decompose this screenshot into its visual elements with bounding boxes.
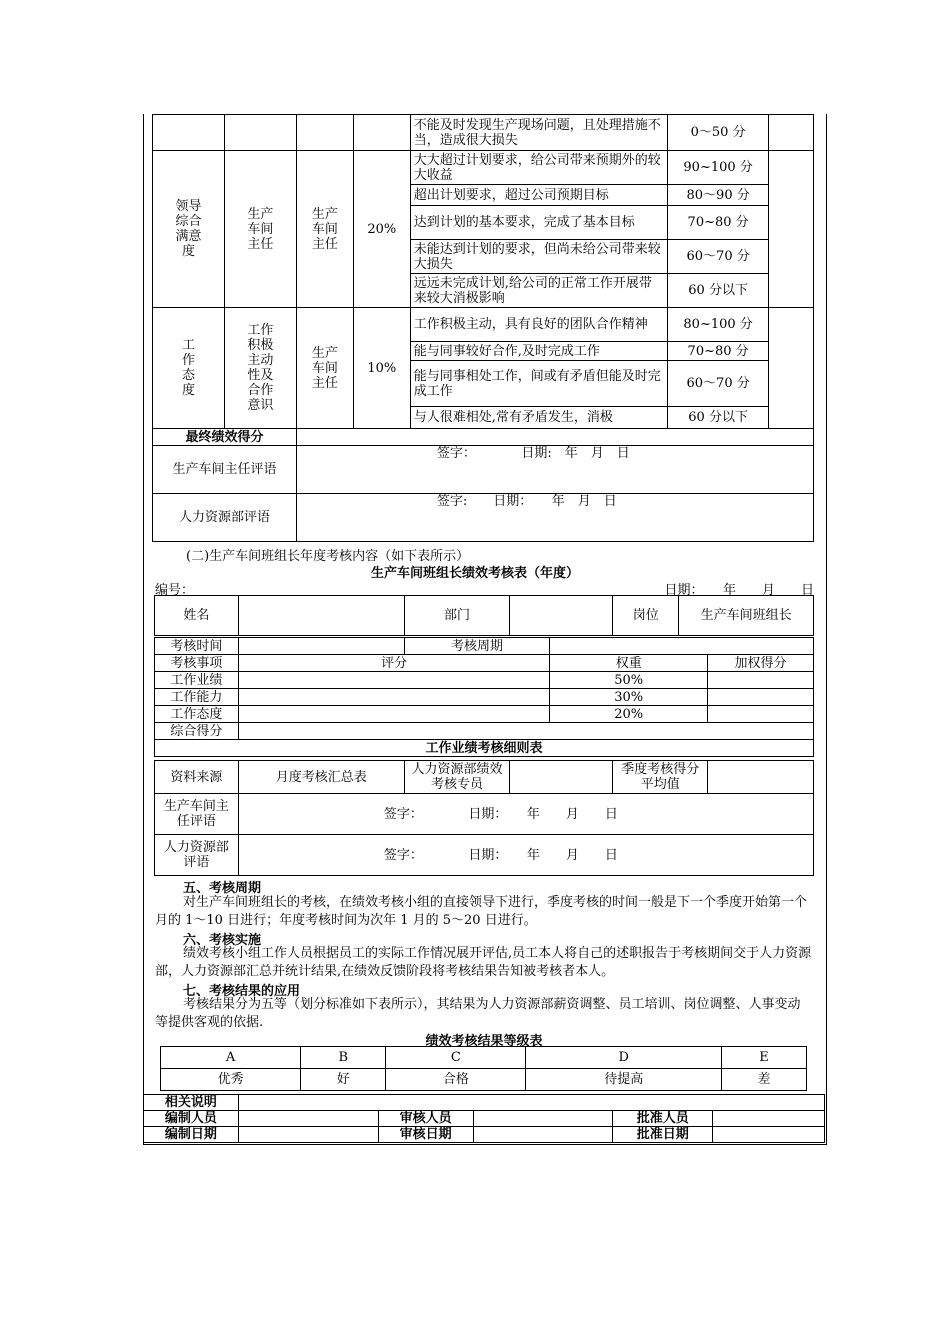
detail-table (154, 760, 814, 876)
item-name: 工作态度 (155, 706, 239, 723)
assessment-criteria-table (152, 114, 814, 542)
item-weighted-field[interactable] (708, 672, 814, 689)
hr-comment-label: 人力资源部评语 (155, 835, 239, 876)
reviewer-label: 审核人员 (378, 1111, 473, 1127)
grade-label: 待提高 (526, 1069, 721, 1091)
review-date-label: 审核日期 (378, 1127, 473, 1143)
weight-header: 权重 (550, 655, 708, 672)
total-label: 综合得分 (155, 723, 239, 740)
item-score-field[interactable] (238, 672, 549, 689)
approve-date-field[interactable] (713, 1127, 825, 1143)
grade-letter: A (161, 1047, 301, 1069)
director-signature-line: 签字： 日期: 年 月 日 (296, 446, 813, 494)
grade-letter: E (721, 1047, 806, 1069)
source-label: 资料来源 (155, 761, 239, 794)
name-label: 姓名 (155, 596, 239, 636)
grade-label: 好 (301, 1069, 386, 1091)
item-name: 工作业绩 (155, 672, 239, 689)
item-leader-satisfaction: 领导综合满意度 (153, 151, 225, 308)
criteria-score: 80~100 分 (668, 308, 769, 342)
criteria-desc: 超出计划要求，超过公司预期目标 (410, 185, 667, 206)
assessor-attitude: 生产车间主任 (296, 308, 353, 429)
criteria-desc: 与人很难相处,常有矛盾发生，消极 (410, 407, 667, 429)
name-field[interactable] (238, 596, 404, 636)
reviewer-field[interactable] (473, 1111, 613, 1127)
criteria-score: 60～70 分 (668, 240, 769, 274)
criteria-score: 90~100 分 (668, 151, 769, 185)
item-score-field[interactable] (238, 706, 549, 723)
grade-letter: B (301, 1047, 386, 1069)
grade-letter: C (386, 1047, 526, 1069)
weighted-header: 加权得分 (708, 655, 814, 672)
weight-attitude: 10% (353, 308, 410, 429)
score-header: 评分 (238, 655, 549, 672)
notes-field[interactable] (238, 1095, 824, 1111)
source-attitude: 工作积极主动性及合作意识 (224, 308, 296, 429)
criteria-score: 70~80 分 (668, 342, 769, 361)
criteria-desc: 能与同事相处工作，间或有矛盾但能及时完成工作 (410, 361, 667, 407)
dept-label: 部门 (404, 596, 510, 636)
detail-title: 工作业绩考核细则表 (155, 740, 814, 757)
grade-table-title: 绩效考核结果等级表 (425, 1034, 543, 1049)
hr-signature-line: 签字: 日期： 年 月 日 (296, 494, 813, 542)
criteria-desc: 不能及时发现生产现场问题，且处理措施不当，造成很大损失 (410, 115, 667, 151)
source-leader: 生产车间主任 (224, 151, 296, 308)
specialist-field[interactable] (510, 761, 613, 794)
criteria-desc: 达到计划的基本要求，完成了基本目标 (410, 206, 667, 240)
item-weight: 50% (550, 672, 708, 689)
period-field[interactable] (550, 638, 814, 655)
criteria-score: 0～50 分 (668, 115, 769, 151)
grade-label: 优秀 (161, 1069, 301, 1091)
director-comment-label: 生产车间主任评语 (155, 794, 239, 835)
director-signature-line: 签字： 日期： 年 月 日 (238, 794, 813, 835)
total-field[interactable] (238, 723, 813, 740)
sec7-title: 七、考核结果的应用 (183, 984, 301, 999)
item-weight: 20% (550, 706, 708, 723)
item-name: 工作能力 (155, 689, 239, 706)
dept-field[interactable] (510, 596, 613, 636)
director-comment-label: 生产车间主任评语 (153, 446, 297, 494)
grade-label: 合格 (386, 1069, 526, 1091)
grade-label: 差 (721, 1069, 806, 1091)
number-label: 编号： (155, 583, 195, 598)
item-weighted-field[interactable] (708, 706, 814, 723)
criteria-desc: 大大超过计划要求，给公司带来预期外的较大收益 (410, 151, 667, 185)
hr-comment-label: 人力资源部评语 (153, 494, 297, 542)
hr-specialist: 人力资源部绩效考核专员 (404, 761, 510, 794)
review-date-field[interactable] (473, 1127, 613, 1143)
criteria-score: 60 分以下 (668, 274, 769, 308)
criteria-score: 60～70 分 (668, 361, 769, 407)
weight-leader: 20% (353, 151, 410, 308)
sec6-title: 六、考核实施 (183, 933, 262, 948)
monthly-summary: 月度考核汇总表 (238, 761, 404, 794)
footer-table (143, 1094, 825, 1143)
approver-field[interactable] (713, 1111, 825, 1127)
criteria-desc: 远远未完成计划,给公司的正常工作开展带来较大消极影响 (410, 274, 667, 308)
section-2-intro: (二)生产车间班组长年度考核内容（如下表所示） (186, 549, 470, 564)
criteria-desc: 未能达到计划的要求，但尚未给公司带来较大损失 (410, 240, 667, 274)
sec6-text: 绩效考核小组工作人员根据员工的实际工作情况展开评估,员工本人将自己的述职报告于考核期间交于人力资源部，人力资源部汇总并统计结果,在绩效反馈阶段将考核结果告知被考核者本人。 (155, 946, 812, 979)
date-label: 日期： 年 月 日 (664, 583, 814, 598)
criteria-desc: 能与同事较好合作,及时完成工作 (410, 342, 667, 361)
post-label: 岗位 (613, 596, 679, 636)
sec7-text: 考核结果分为五等（划分标准如下表所示），其结果为人力资源部薪资调整、员工培训、岗位调整、人事变动等提供客观的依据. (155, 997, 801, 1030)
sec5-text: 对生产车间班组长的考核，在绩效考核小组的直接领导下进行，季度考核的时间一般是下一个季度开始第一个月的 1～10 日进行；年度考核时间为次年 1 月的 5～20 日进行。 (155, 895, 808, 928)
basic-info-table (154, 595, 814, 636)
criteria-desc: 工作积极主动，具有良好的团队合作精神 (410, 308, 667, 342)
table2-title: 生产车间班组长绩效考核表（年度） (370, 566, 579, 581)
approve-date-label: 批准日期 (613, 1127, 713, 1143)
post-value: 生产车间班组长 (679, 596, 814, 636)
hr-signature-line: 签字： 日期： 年 月 日 (238, 835, 813, 876)
grade-letter: D (526, 1047, 721, 1069)
editor-label: 编制人员 (144, 1111, 239, 1127)
period-label: 考核周期 (404, 638, 550, 655)
notes-label: 相关说明 (144, 1095, 239, 1111)
criteria-score: 80～90 分 (668, 185, 769, 206)
item-work-attitude: 工作态度 (153, 308, 225, 429)
items-header: 考核事项 (155, 655, 239, 672)
grade-table (160, 1046, 807, 1091)
criteria-score: 70~80 分 (668, 206, 769, 240)
edit-date-label: 编制日期 (144, 1127, 239, 1143)
item-score-field[interactable] (238, 689, 549, 706)
sec5-title: 五、考核周期 (183, 881, 262, 896)
quarterly-field[interactable] (708, 761, 814, 794)
editor-field[interactable] (238, 1111, 378, 1127)
item-weight: 30% (550, 689, 708, 706)
item-weighted-field[interactable] (708, 689, 814, 706)
time-label: 考核时间 (155, 638, 239, 655)
edit-date-field[interactable] (238, 1127, 378, 1143)
criteria-score: 60 分以下 (668, 407, 769, 429)
assessor-leader: 生产车间主任 (296, 151, 353, 308)
quarterly-average: 季度考核得分平均值 (613, 761, 708, 794)
time-field[interactable] (238, 638, 404, 655)
final-score-label: 最终绩效得分 (153, 429, 297, 446)
approver-label: 批准人员 (613, 1111, 713, 1127)
score-table (154, 637, 814, 757)
